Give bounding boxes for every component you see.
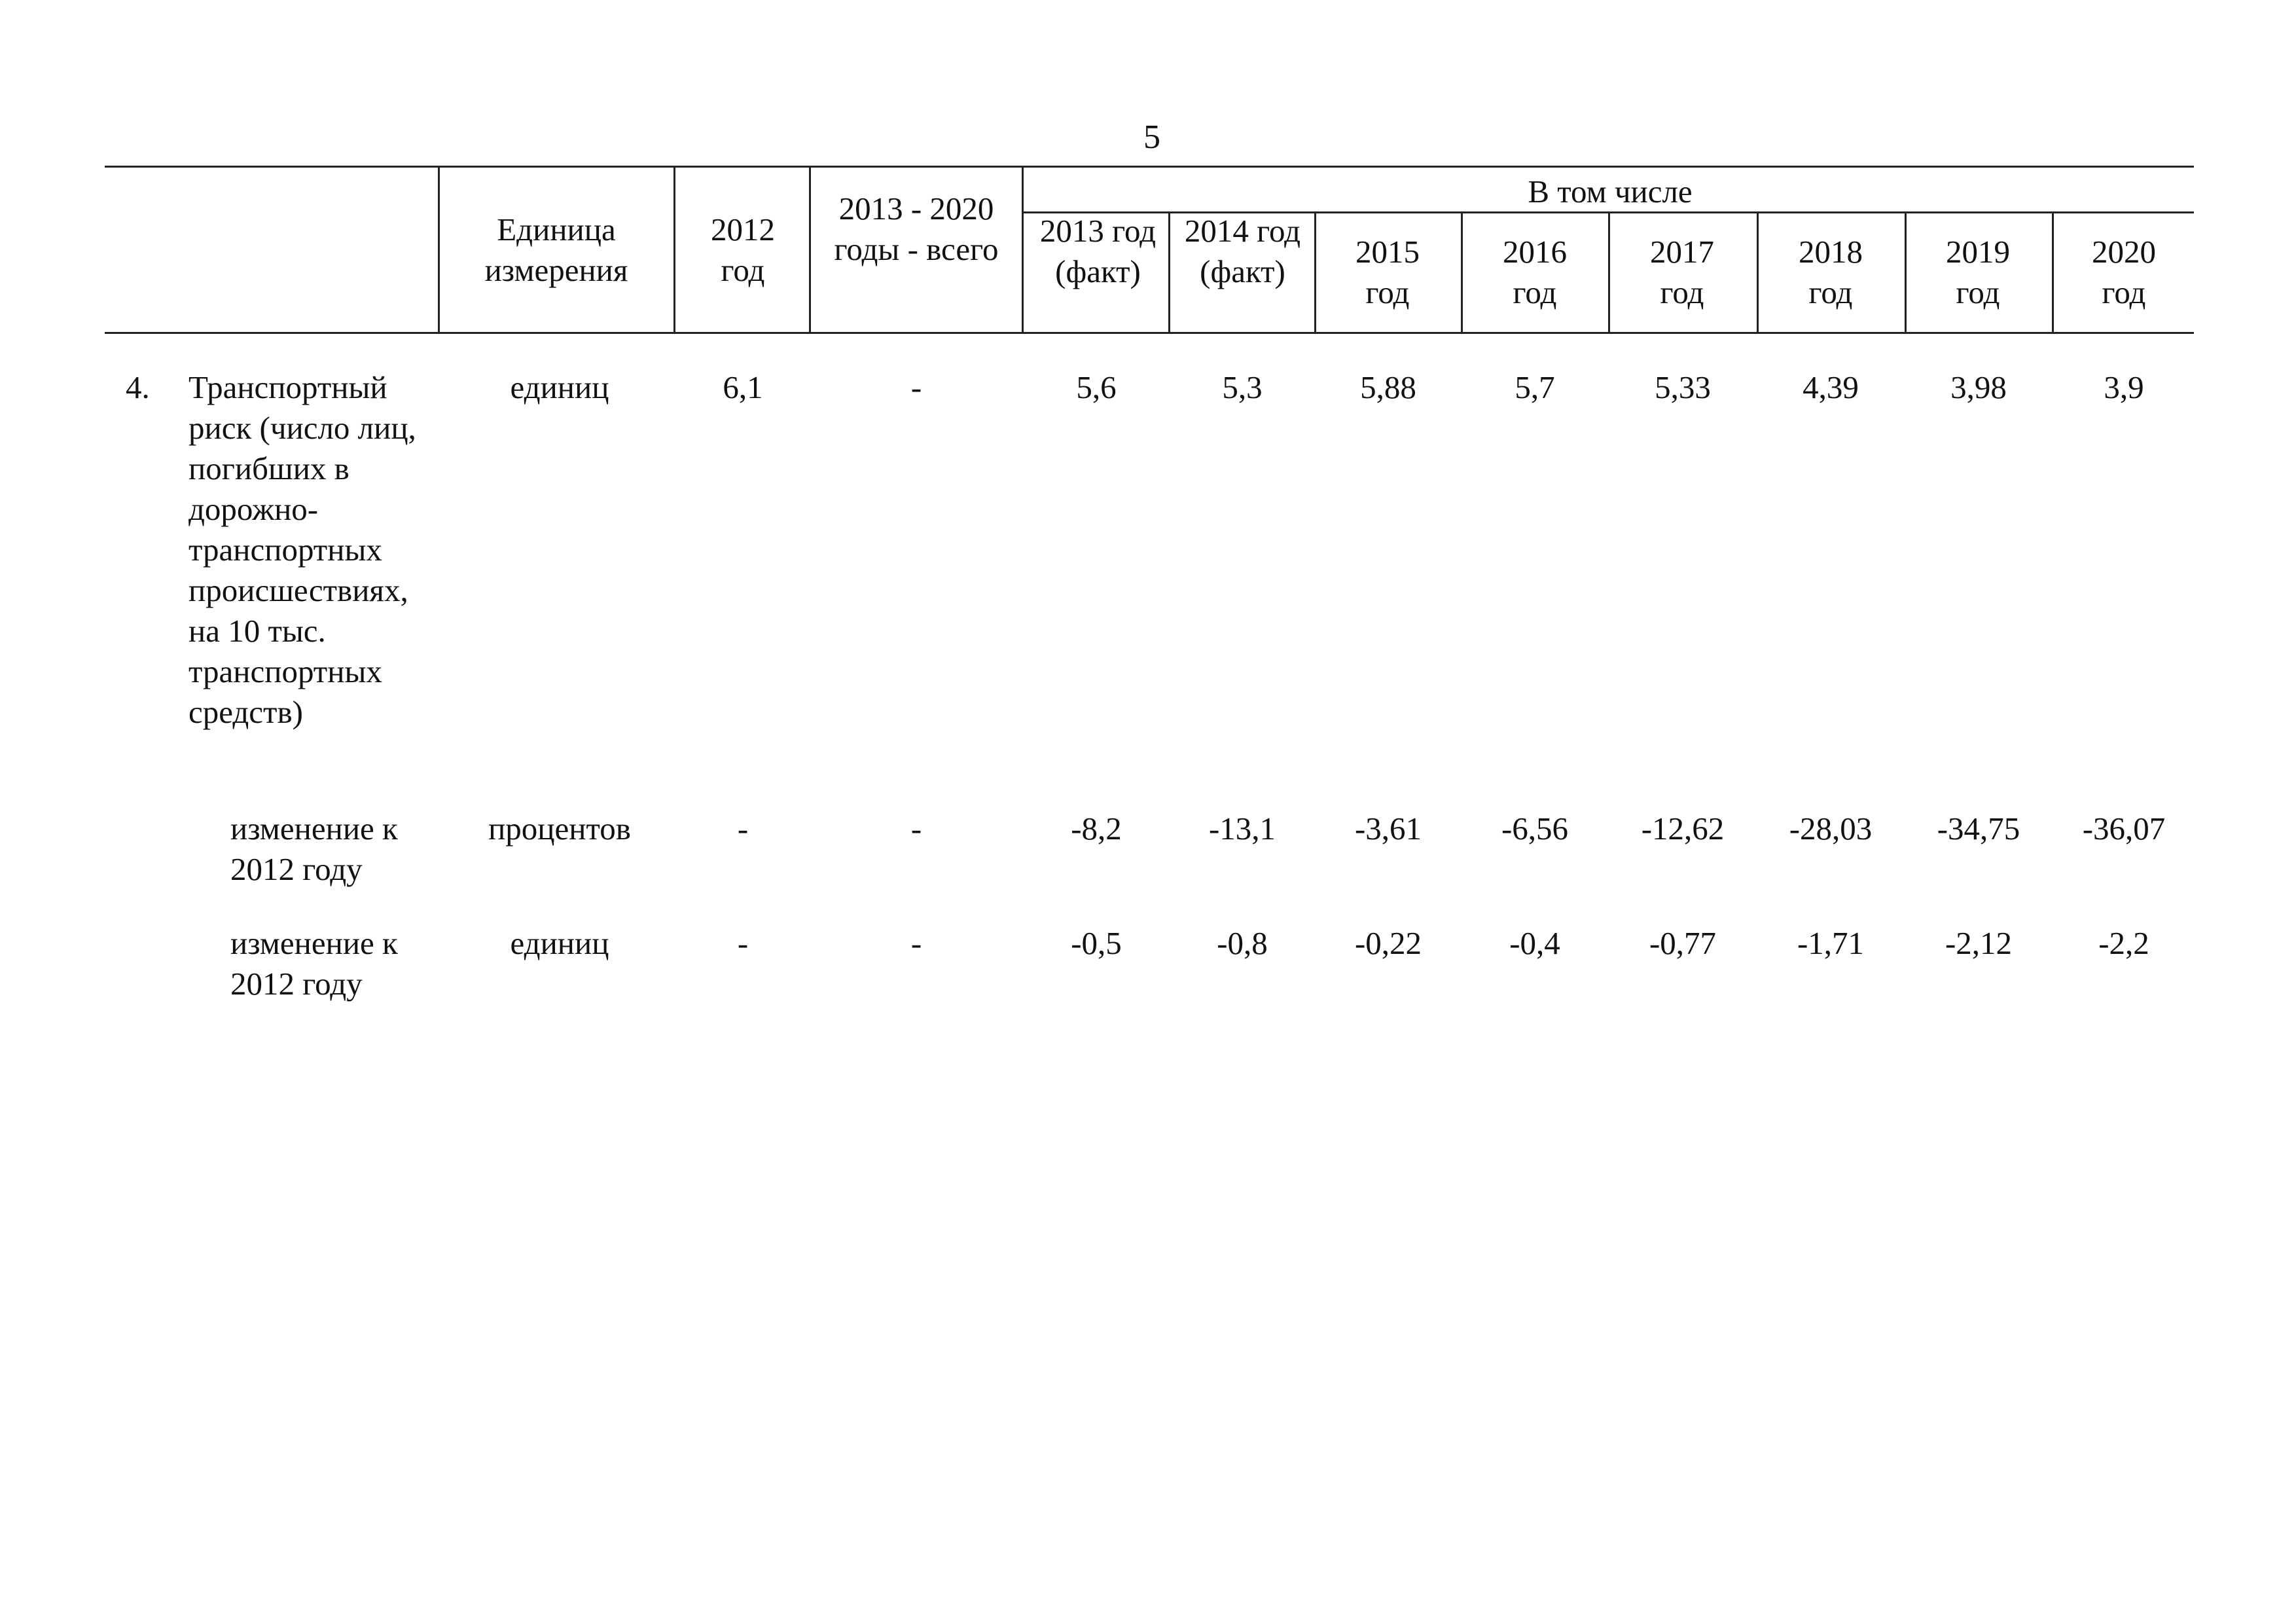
row-value: 5,3 [1222, 369, 1263, 405]
row-value: -0,5 [1071, 925, 1122, 961]
row-total: - [910, 925, 922, 961]
row-value: -3,61 [1354, 811, 1422, 847]
row-value: -2,12 [1945, 925, 2013, 961]
row-value: 5,6 [1076, 369, 1117, 405]
row-value: -36,07 [2082, 811, 2166, 847]
row-value: -0,22 [1354, 925, 1422, 961]
row-value: -1,71 [1797, 925, 1865, 961]
row-label: изменение к 2012 году [230, 925, 398, 1002]
row-2012: - [737, 811, 749, 847]
page-number: 5 [1143, 119, 1160, 156]
row-value: 5,33 [1655, 369, 1711, 405]
row-value: -34,75 [1937, 811, 2020, 847]
header-bottom-rule [105, 332, 2194, 334]
row-value: -13,1 [1208, 811, 1276, 847]
column-divider [1757, 211, 1759, 334]
row-value: 5,7 [1515, 369, 1555, 405]
row-unit: единиц [510, 369, 609, 405]
row-label: изменение к 2012 году [230, 811, 398, 887]
row-2012: - [737, 925, 749, 961]
column-divider [673, 166, 675, 334]
row-unit: процентов [488, 811, 631, 847]
row-label: Транспортный риск (число лиц, погибших в дорожно-транспортных происшествиях, на 10 тыс. транспортных средств) [188, 369, 416, 730]
column-divider [1608, 211, 1610, 334]
row-unit: единиц [510, 925, 609, 961]
row-value: -0,8 [1217, 925, 1268, 961]
column-divider [2052, 211, 2054, 334]
row-value: 3,9 [2104, 369, 2144, 405]
header-year: 2018 год [1799, 234, 1863, 310]
row-value: 5,88 [1360, 369, 1416, 405]
header-year: 2015 год [1355, 234, 1420, 310]
column-divider [809, 166, 811, 334]
header-unit: Единица измерения [484, 211, 628, 288]
row-total: - [910, 369, 922, 405]
row-value: -2,2 [2098, 925, 2149, 961]
row-value: 3,98 [1950, 369, 2007, 405]
row-2012: 6,1 [723, 369, 763, 405]
row-value: -6,56 [1501, 811, 1569, 847]
header-year: 2019 год [1946, 234, 2010, 310]
header-year: 2013 год (факт) [1039, 213, 1157, 289]
row-value: -28,03 [1789, 811, 1873, 847]
header-year: 2016 год [1503, 234, 1567, 310]
row-value: -12,62 [1641, 811, 1725, 847]
row-total: - [910, 811, 922, 847]
column-divider [1168, 211, 1170, 334]
header-2012: 2012 год [711, 211, 775, 288]
column-divider [1314, 211, 1316, 334]
row-value: 4,39 [1803, 369, 1859, 405]
header-group: В том числе [1528, 173, 1693, 210]
row-value: -0,77 [1649, 925, 1717, 961]
column-divider [1905, 211, 1907, 334]
header-year: 2020 год [2092, 234, 2156, 310]
row-value: -8,2 [1071, 811, 1122, 847]
header-year: 2017 год [1650, 234, 1714, 310]
column-divider [1461, 211, 1463, 334]
header-year: 2014 год (факт) [1184, 213, 1301, 289]
table-top-rule [105, 166, 2194, 168]
header-total: 2013 - 2020 годы - всего [834, 191, 999, 267]
column-divider [1022, 166, 1024, 334]
column-divider [438, 166, 440, 334]
row-number: 4. [126, 369, 150, 405]
row-value: -0,4 [1509, 925, 1560, 961]
